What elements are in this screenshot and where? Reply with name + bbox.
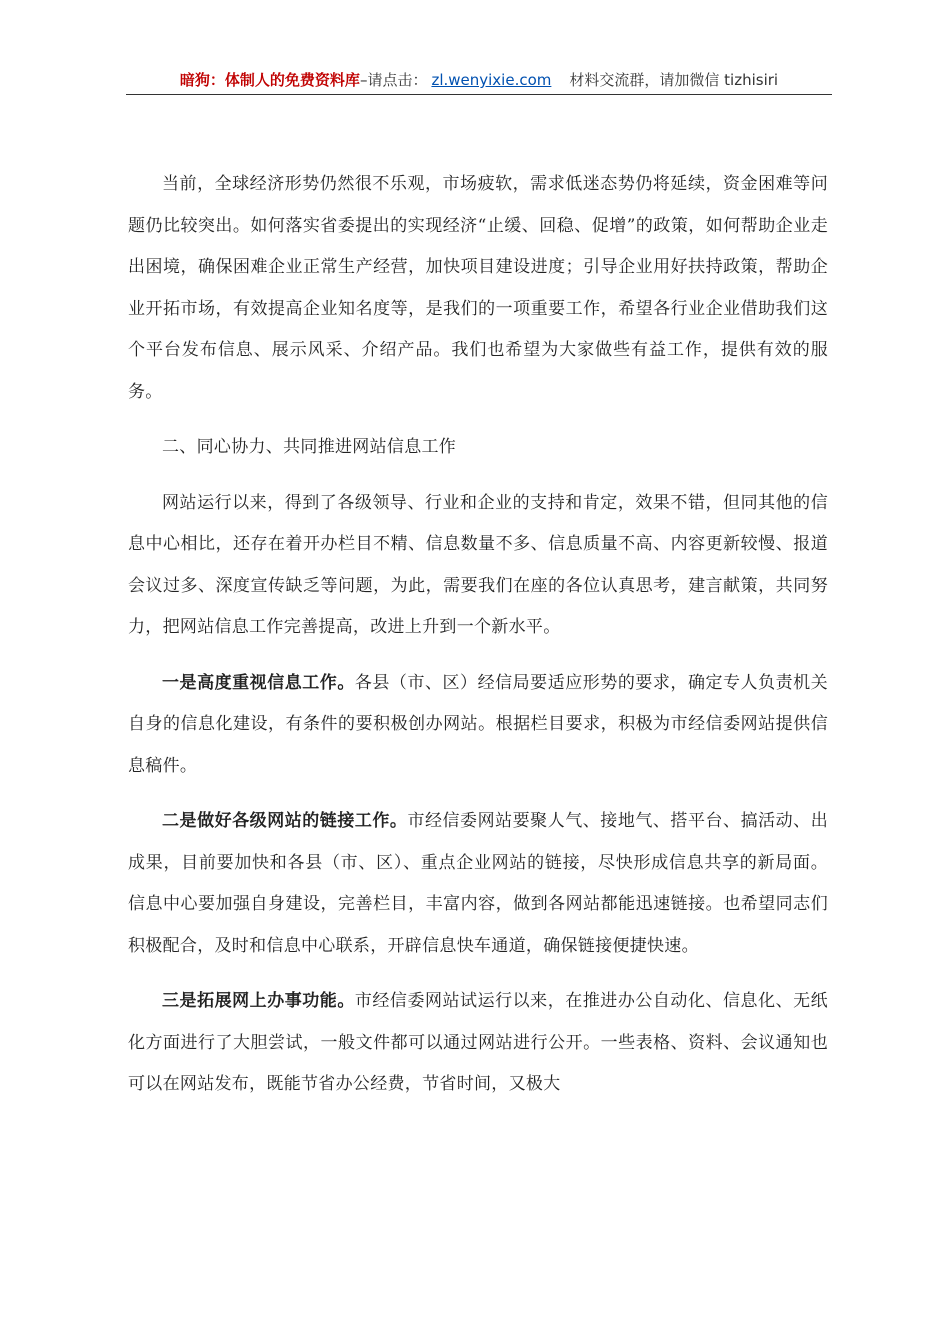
paragraph-lead: 三是拓展网上办事功能。 [162, 991, 355, 1011]
paragraph-point-one [128, 663, 828, 788]
header-group-info: 材料交流群，请加微信 tizhisiri [569, 71, 779, 89]
paragraph-lead: 一是高度重视信息工作。 [162, 672, 355, 693]
paragraph-text: 当前，全球经济形势仍然很不乐观，市场疲软，需求低迷态势仍将延续，资金困难等问题仍比较突出。如何落实省委提出的实现经济“止缓、回稳、促增”的政策，如何帮助企业走出困境，确保困难企业正常生产经营，加快项目建设进度；引导企业用好扶持政策，帮助企业开拓市场，有效提高企业知名度等，是我们的一项重要工作，希望各行业企业借助我们这个平台发布信息、展示风采、介绍产品。我们也希望为大家做些有益工作，提供有效的服务。 [128, 174, 828, 402]
paragraph-point-three [128, 981, 828, 1106]
header-click-label: –请点击： [359, 71, 428, 89]
document-body [128, 164, 828, 1120]
paragraph-text: 市经信委网站要聚人气、接地气、搭平台、搞活动、出成果，目前要加快和各县（市、区）、重点企业网站的链接，尽快形成信息共享的新局面。信息中心要加强自身建设，完善栏目，丰富内容，做到各网站都能迅速链接。也希望同志们积极配合，及时和信息中心联系，开辟信息快车通道，确保链接便捷快速。 [128, 811, 828, 956]
section-heading: 二、同心协力、共同推进网站信息工作 [162, 437, 457, 457]
header-link[interactable]: zl.wenyixie.com [431, 71, 552, 89]
paragraph-text: 市经信委网站试运行以来，在推进办公自动化、信息化、无纸化方面进行了大胆尝试，一般文件都可以通过网站进行公开。一些表格、资料、会议通知也可以在网站发布，既能节省办公经费，节省时间，又极大 [128, 991, 828, 1094]
paragraph-point-two [128, 801, 828, 967]
paragraph-economy [128, 164, 828, 413]
paragraph-text: 网站运行以来，得到了各级领导、行业和企业的支持和肯定，效果不错，但同其他的信息中心相比，还存在着开办栏目不精、信息数量不多、信息质量不高、内容更新较慢、报道会议过多、深度宣传缺乏等问题，为此，需要我们在座的各位认真思考，建言献策，共同努力，把网站信息工作完善提高，改进上升到一个新水平。 [128, 492, 828, 637]
paragraph-lead: 二是做好各级网站的链接工作。 [162, 811, 408, 831]
paragraph-text: 各县（市、区）经信局要适应形势的要求，确定专人负责机关自身的信息化建设，有条件的要积极创办网站。根据栏目要求，积极为市经信委网站提供信息稿件。 [128, 672, 828, 776]
header-brand: 暗狗：体制人的免费资料库 [179, 71, 360, 89]
paragraph-website-status [128, 483, 828, 649]
page-header [126, 68, 832, 95]
